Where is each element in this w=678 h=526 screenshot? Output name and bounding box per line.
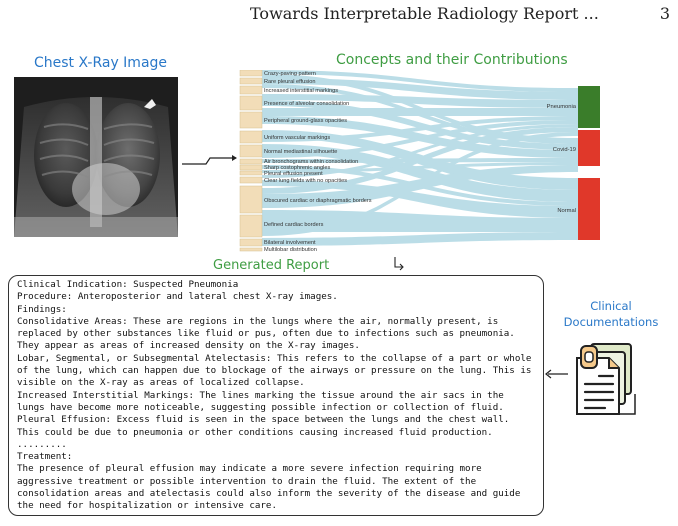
- page-header: [250, 4, 670, 28]
- concept-label-11: Obscured cardiac or diaphragmatic borders: [264, 198, 372, 204]
- concept-label-8: Sharp costophrenic angles: [264, 165, 331, 171]
- docs-to-report-arrow: [544, 368, 570, 380]
- concepts-to-report-arrow: [392, 256, 406, 274]
- concept-label-13: Bilateral involvement: [264, 240, 316, 246]
- generated-report-box: [8, 275, 544, 516]
- concept-label-1: Rare pleural effusion: [264, 79, 316, 85]
- clinical-documentations-title: [556, 298, 666, 330]
- report-line: replaced by other substances like fluid or pus, often due to infections such as pneumonia.: [17, 328, 515, 340]
- page-number: 3: [659, 4, 670, 23]
- concept-label-12: Defined cardiac borders: [264, 222, 324, 228]
- chest-xray-image: [14, 77, 178, 237]
- clinical-title-line1: Clinical: [590, 299, 632, 313]
- report-line: the need for hospitalization or intensive care.: [17, 500, 277, 512]
- report-line: Clinical Indication: Suspected Pneumonia: [17, 279, 239, 290]
- report-line: Lobar, Segmental, or Subsegmental Atelectasis: This refers to the collapse of a part or whole: [17, 352, 532, 364]
- outcome-node-pneumonia: [578, 86, 600, 128]
- documents-icon: [569, 338, 639, 418]
- concept-label-6: Normal mediastinal silhouette: [264, 149, 338, 155]
- xray-title: Chest X-Ray Image: [34, 55, 168, 71]
- report-line: Increased Interstitial Markings: The lines marking the tissue around the air sacs in the: [17, 389, 504, 401]
- outcome-label-covid: Covid-19: [552, 147, 576, 153]
- report-line: The presence of pleural effusion may indicate a more severe infection requiring more: [17, 463, 482, 475]
- report-line: lungs have become more noticeable, suggesting possible infection or collection of fluid.: [17, 401, 504, 413]
- outcome-node-normal: [578, 178, 600, 240]
- report-line: aggressive treatment or possible intervention to drain the fluid. The extent of the: [17, 475, 477, 487]
- report-line: of the lung, which can happen due to blockage of the airways or pressure on the lung. This is: [17, 365, 532, 377]
- concept-label-2: Increased interstitial markings: [264, 88, 338, 94]
- report-line: Consolidative Areas: These are regions in the lungs where the air, normally present, is: [17, 315, 499, 327]
- generated-report-title: Generated Report: [213, 258, 330, 273]
- report-line: consolidation areas and atelectasis could also inform the severity of the disease and guide: [17, 488, 521, 500]
- concepts-title: Concepts and their Contributions: [336, 52, 568, 68]
- report-line: Treatment:: [17, 451, 73, 463]
- report-line: Findings:: [17, 303, 67, 315]
- report-line: .........: [17, 438, 67, 450]
- concept-sankey-diagram: [238, 70, 603, 256]
- clinical-title-line2: Documentations: [563, 315, 659, 329]
- running-title: Towards Interpretable Radiology Report ...: [250, 4, 599, 23]
- outcome-label-normal: Normal: [557, 208, 576, 214]
- xray-to-concepts-arrow: [180, 150, 240, 172]
- outcome-node-covid: [578, 130, 600, 166]
- report-line: Procedure: Anteroposterior and lateral chest X-ray images.: [17, 291, 338, 303]
- concept-label-9: Pleural effusion present: [264, 171, 323, 177]
- report-line: visible on the X-ray as areas of localized collapse.: [17, 377, 305, 389]
- report-line: This could be due to pneumonia or other conditions causing increased fluid production.: [17, 426, 493, 438]
- concept-nodes: [240, 70, 262, 251]
- sankey-flows: [262, 70, 578, 246]
- concept-label-14: Multilobar distribution: [264, 247, 317, 253]
- concept-label-0: Crazy-paving pattern: [264, 71, 316, 77]
- concept-label-5: Uniform vascular markings: [264, 135, 331, 141]
- xray-illustration: [14, 77, 178, 237]
- concept-label-10: Clear lung fields with no opacities: [264, 178, 348, 184]
- report-line: Pleural Effusion: Excess fluid is seen in the space between the lungs and the chest wall.: [17, 414, 510, 426]
- report-line: They appear as areas of increased density on the X-ray images.: [17, 340, 360, 352]
- concept-label-3: Presence of alveolar consolidation: [264, 101, 350, 107]
- concept-label-7: Air bronchograms within consolidation: [264, 159, 359, 165]
- concept-label-4: Peripheral ground-glass opacities: [264, 118, 348, 124]
- outcome-label-pneumonia: Pneumonia: [546, 104, 576, 110]
